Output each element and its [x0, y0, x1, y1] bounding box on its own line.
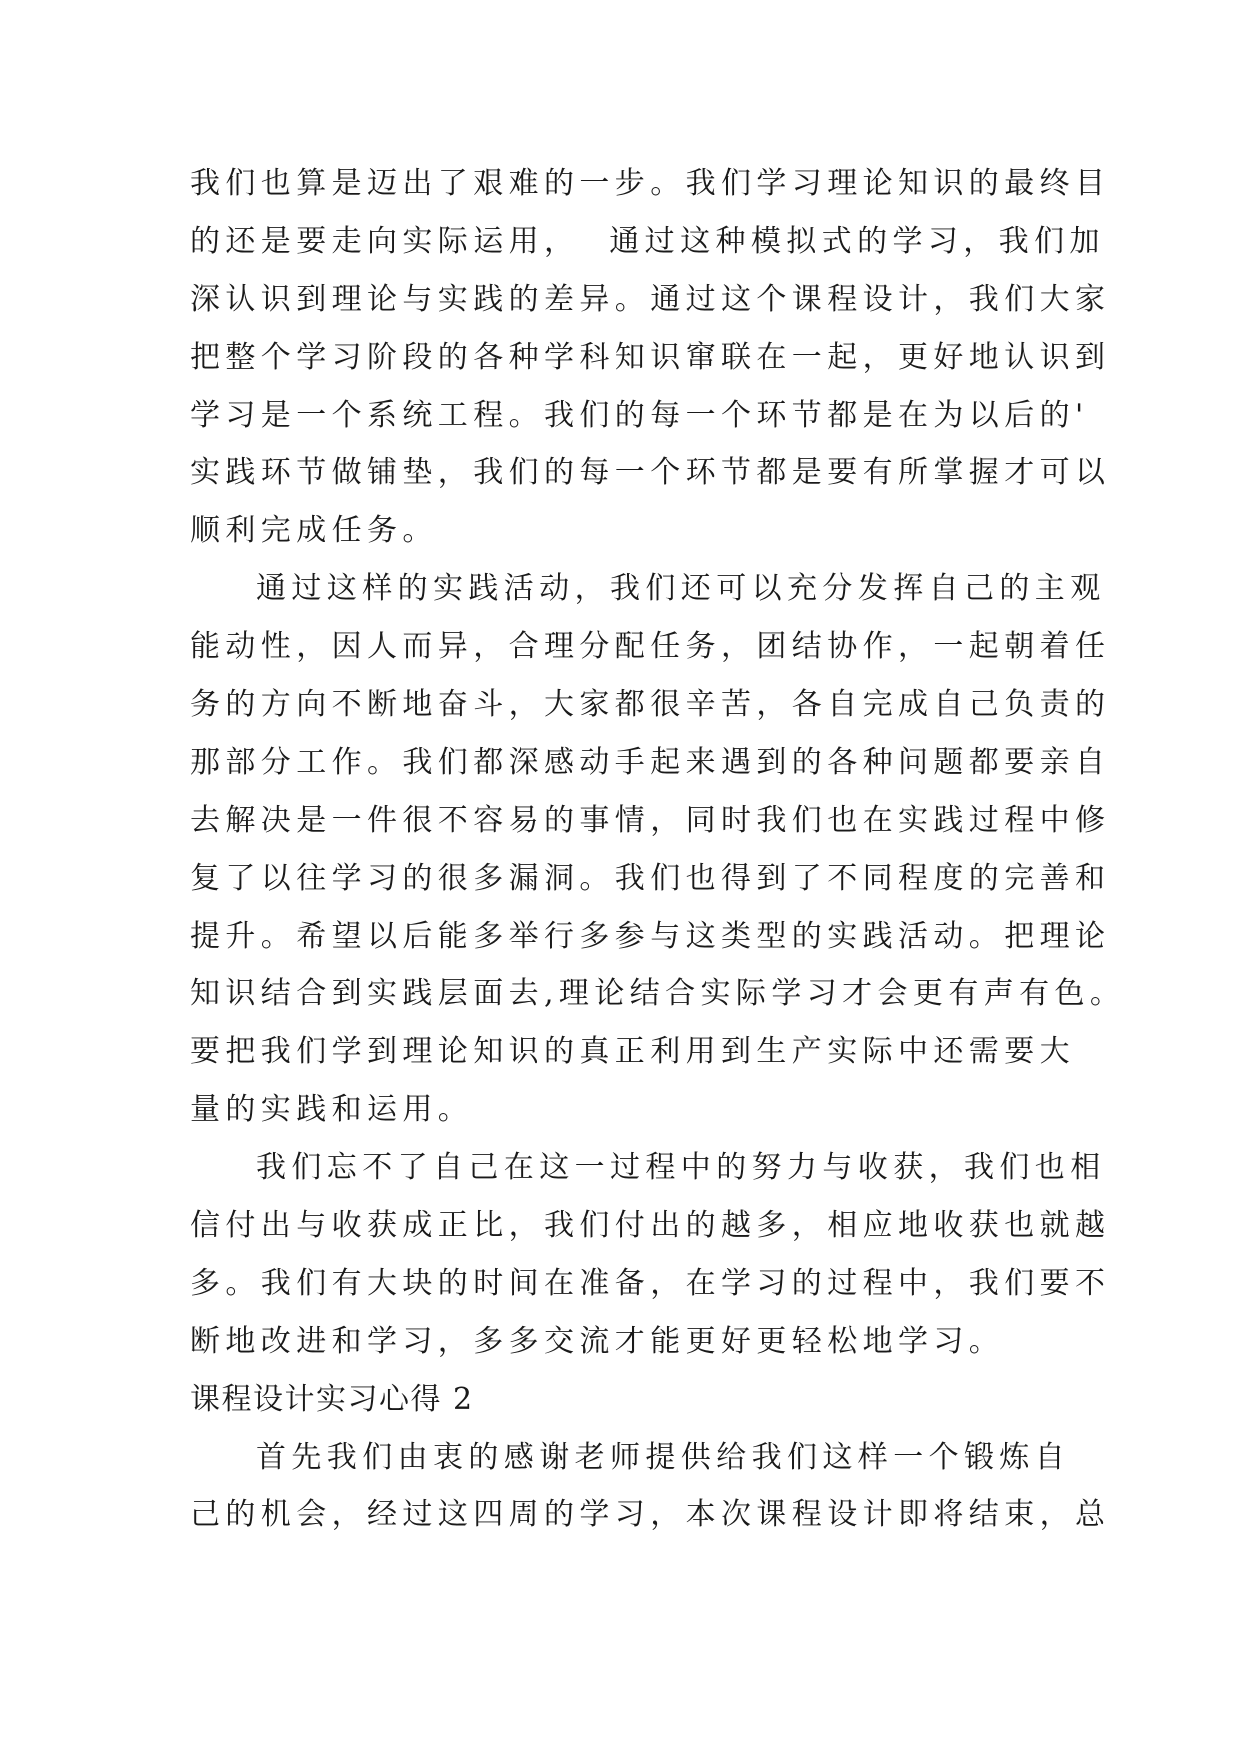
body-text [190, 155, 1126, 1544]
text-line: 能动性，因人而异，合理分配任务，团结协作，一起朝着任 [190, 629, 1111, 665]
text-line: 去解决是一件很不容易的事情，同时我们也在实践过程中修 [190, 802, 1111, 838]
text-line: 信付出与收获成正比，我们付出的越多，相应地收获也就越 [190, 1208, 1111, 1244]
text-line: 把整个学习阶段的各种学科知识窜联在一起，更好地认识到 [190, 339, 1111, 375]
paragraph-first-line: 我们忘不了自己在这一过程中的努力与收获，我们也相 [256, 1150, 1106, 1186]
text-line: 复了以往学习的很多漏洞。我们也得到了不同程度的完善和 [190, 860, 1111, 896]
text-line: 深认识到理论与实践的差异。通过这个课程设计，我们大家 [190, 281, 1111, 317]
text-line: 知识结合到实践层面去,理论结合实际学习才会更有声有色。 [190, 976, 1126, 1012]
text-line: 学习是一个系统工程。我们的每一个环节都是在为以后的' [190, 397, 1089, 433]
text-line: 顺利完成任务。 [190, 513, 438, 549]
paragraph-first-line: 首先我们由衷的感谢老师提供给我们这样一个锻炼自 [256, 1439, 1071, 1475]
text-line: 的还是要走向实际运用， 通过这种模拟式的学习，我们加 [190, 223, 1105, 259]
text-line: 量的实践和运用。 [190, 1092, 474, 1128]
paragraph-first-line: 通过这样的实践活动，我们还可以充分发挥自己的主观 [256, 571, 1106, 607]
text-line: 断地改进和学习，多多交流才能更好更轻松地学习。 [190, 1323, 1005, 1359]
text-line: 实践环节做铺垫，我们的每一个环节都是要有所掌握才可以 [190, 455, 1111, 491]
text-line: 提升。希望以后能多举行多参与这类型的实践活动。把理论 [190, 918, 1111, 954]
section-heading: 课程设计实习心得 2 [190, 1381, 474, 1417]
text-line: 己的机会，经过这四周的学习，本次课程设计即将结束，总 [190, 1497, 1111, 1533]
text-line: 多。我们有大块的时间在准备，在学习的过程中，我们要不 [190, 1265, 1111, 1301]
text-line: 务的方向不断地奋斗，大家都很辛苦，各自完成自己负责的 [190, 687, 1111, 723]
text-line: 那部分工作。我们都深感动手起来遇到的各种问题都要亲自 [190, 744, 1111, 780]
text-line: 我们也算是迈出了艰难的一步。我们学习理论知识的最终目 [190, 166, 1111, 201]
text-line: 要把我们学到理论知识的真正利用到生产实际中还需要大 [190, 1034, 1075, 1070]
